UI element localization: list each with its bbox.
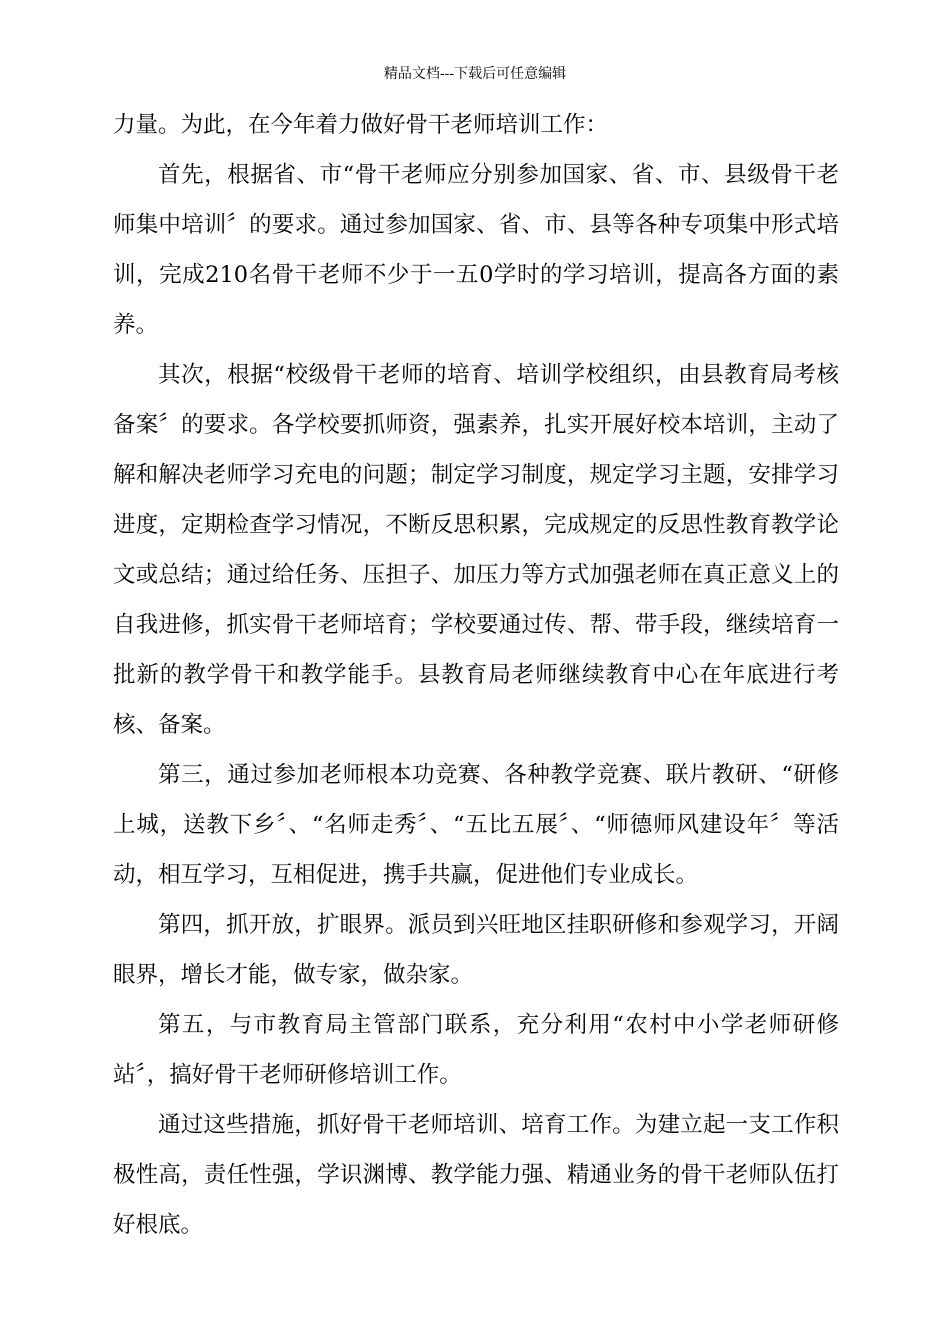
paragraph-6: 第五，与市教育局主管部门联系，充分利用“农村中小学老师研修站〞，搞好骨干老师研修培训工作。 (113, 1012, 839, 1088)
document-body (113, 100, 839, 1250)
paragraph-5: 第四，抓开放，扩眼界。派员到兴旺地区挂职研修和参观学习，开阔眼界，增长才能，做专家，做杂家。 (113, 912, 839, 988)
paragraph-4: 第三，通过参加老师根本功竞赛、各种教学竞赛、联片教研、“研修上城，送教下乡〞、“名师走秀〞、“五比五展〞、“师德师风建设年〞等活动，相互学习，互相促进，携手共赢，促进他们专业成长。 (113, 762, 839, 888)
paragraph-1: 力量。为此，在今年着力做好骨干老师培训工作： (113, 112, 609, 138)
paragraph-7: 通过这些措施，抓好骨干老师培训、培育工作。为建立起一支工作积极性高，责任性强，学识渊博、教学能力强、精通业务的骨干老师队伍打好根底。 (113, 1112, 839, 1238)
paragraph-3: 其次，根据“校级骨干老师的培育、培训学校组织，由县教育局考核备案〞的要求。各学校要抓师资，强素养，扎实开展好校本培训，主动了解和解决老师学习充电的问题；制定学习制度，规定学习主题，安排学习进度，定期检查学习情况，不断反思积累，完成规定的反思性教育教学论文或总结；通过给任务、压担子、加压力等方式加强老师在真正意义上的自我进修，抓实骨干老师培育；学校要通过传、帮、带手段，继续培育一批新的教学骨干和教学能手。县教育局老师继续教育中心在年底进行考核、备案。 (113, 362, 839, 738)
page-header: 精品文档---下载后可任意编辑 (383, 66, 567, 82)
paragraph-2: 首先，根据省、市“骨干老师应分别参加国家、省、市、县级骨干老师集中培训〞的要求。通过参加国家、省、市、县等各种专项集中形式培训，完成210名骨干老师不少于一五0学时的学习培训，提高各方面的素养。 (113, 162, 839, 338)
